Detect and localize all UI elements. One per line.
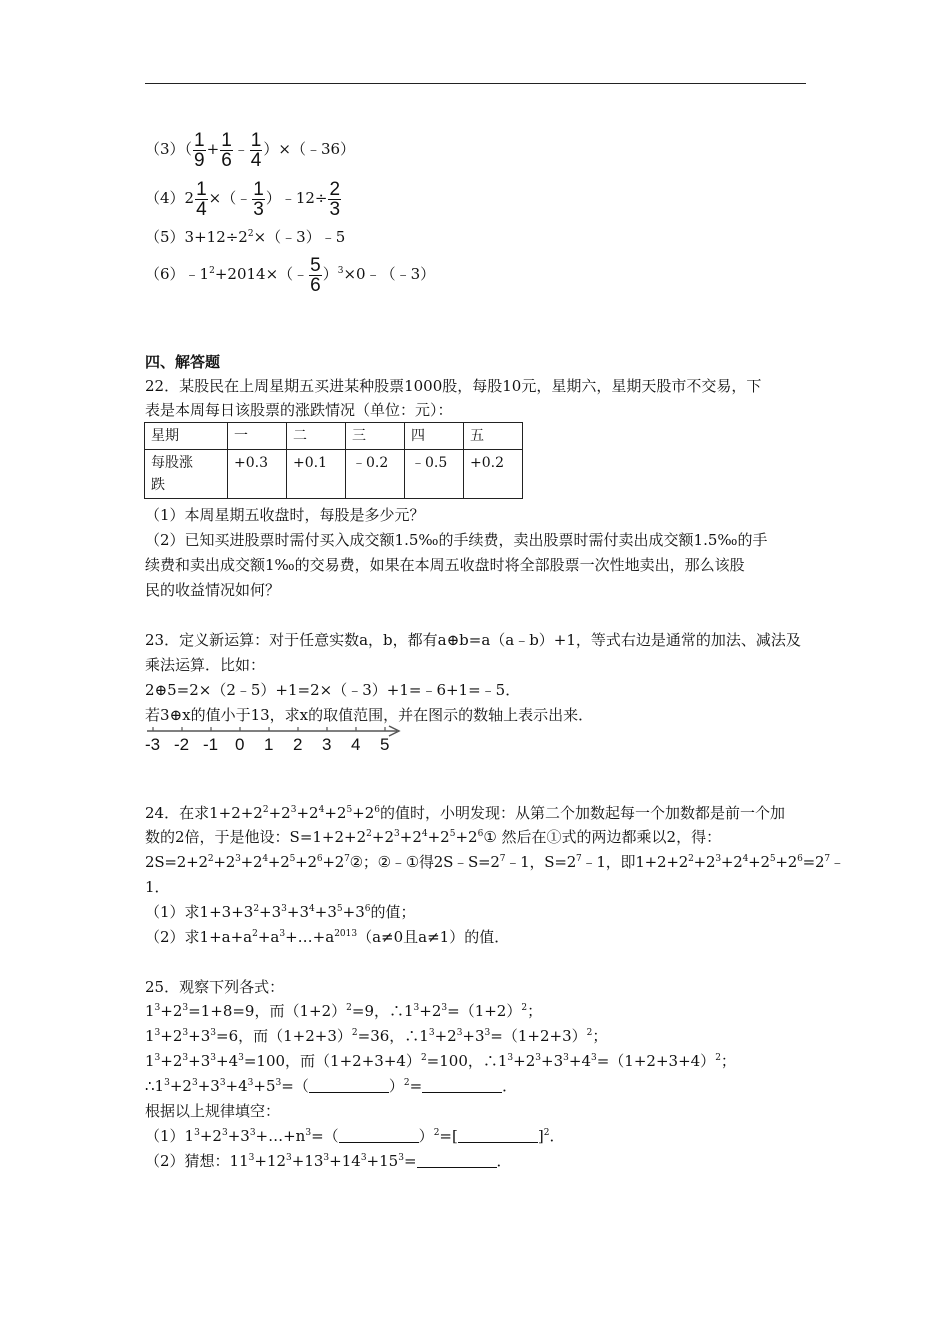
p24-q1: （1）求$1+3+3^2+3^3+3^4+3^5+3^6$的值；: [145, 903, 416, 921]
p24-q2: （2）求$1+a+a^2+a^3+\dots+a^{2013}(a\ne 0$且a≠1）的值．: [145, 928, 510, 946]
problem-5: $(5)3+12\div 2^2\times(﹣3)﹣5$: [145, 228, 346, 246]
axis-label: -2: [174, 735, 190, 754]
axis-label: 1: [264, 735, 274, 754]
number-line: [145, 723, 415, 757]
fraction: $\frac{5}{6}$: [310, 254, 321, 296]
table-row: [145, 450, 523, 499]
fraction: $\frac{2}{3}$: [329, 178, 341, 220]
p25-title: 25．观察下列各式：: [145, 978, 285, 996]
header-rule: [145, 83, 806, 84]
problem-4: （4）2 $\frac{1}{4}$ ×（﹣ $\frac{1}{3}$ ）﹣12÷ $\frac{2}{3}$: [145, 178, 341, 220]
table-cell: 五: [464, 423, 523, 450]
fraction: $\frac{1}{3}$: [253, 178, 264, 220]
p22-line2: 表是本周每日该股票的涨跌情况（单位：元）：: [145, 401, 453, 419]
table-cell: +0.1: [287, 450, 346, 499]
axis-label: -1: [203, 735, 219, 754]
table-cell: 一: [228, 423, 287, 450]
p24-line2: 数的2倍，于是他设：$S=1+2+2^2+2^3+2^4+2^5+2^6①$ 然后在①式的两边都乘以2，得：: [145, 828, 722, 846]
problem-6: $(6)﹣1^2+2014\times(﹣$ $\frac{5}{6}$ ）$^3$×0﹣（﹣3）: [145, 254, 436, 296]
p22-q2-line2: 续费和卖出成交额1‰的交易费，如果在本周五收盘时将全部股票一次性地卖出，那么该股: [145, 556, 745, 574]
p25-row3: $1^3+2^3+3^3+4^3=100$，而$(1+2+3+4)^2=100$，$\therefore 1^3+2^3+3^3+4^3=(1+2+3+4)^2$；: [145, 1052, 736, 1070]
table-cell: +0.2: [464, 450, 523, 499]
table-cell: +0.3: [228, 450, 287, 499]
table-cell: 三: [346, 423, 405, 450]
p23-line1: 23．定义新运算：对于任意实数a，b，都有a⊕b=a（a﹣b）+1，等式右边是通常的加法、减法及: [145, 631, 801, 649]
answer-blank[interactable]: [458, 1128, 538, 1143]
p23-line2: 乘法运算．比如：: [145, 656, 266, 674]
answer-blank[interactable]: [422, 1078, 502, 1093]
table-row: [145, 423, 523, 450]
p25-row1: $1^3+2^3=1+8=9$，而$(1+2)^2=9$，$\therefore 1^3+2^3=(1+2)^2$；: [145, 1002, 543, 1020]
axis-label: -3: [145, 735, 161, 754]
problem-3: （3）（ $\frac{1}{9}$ + $\frac{1}{6}$ ﹣ $\frac{1}{4}$ ）×（﹣36）: [145, 129, 356, 171]
table-cell: 星期: [145, 423, 228, 450]
axis-label: 4: [351, 735, 361, 754]
answer-blank[interactable]: [339, 1128, 419, 1143]
axis-label: 2: [293, 735, 303, 754]
fraction: $\frac{1}{9}$: [194, 129, 205, 171]
p22-q2-line1: （2）已知买进股票时需付买入成交额1.5‰的手续费，卖出股票时需付卖出成交额1.5‰的手: [145, 531, 768, 549]
axis-label: 0: [235, 735, 245, 754]
table-cell: 四: [405, 423, 464, 450]
table-cell: ﹣0.2: [346, 450, 405, 499]
fraction: $\frac{1}{4}$: [196, 178, 207, 220]
p22-q1: （1）本周星期五收盘时，每股是多少元？: [145, 506, 425, 524]
p24-line3: $2S=2+2^2+2^3+2^4+2^5+2^6+2^7②$；②﹣①得$2S﹣S=2^7﹣1$，$S=2^7﹣1$，即$1+2+2^2+2^3+2^4+2^5+2^6=2^7﹣$: [145, 853, 845, 871]
p25-row4: $\therefore 1^3+2^3+3^3+4^3+5^3=$（ ）$^2$= ．: [145, 1077, 518, 1095]
p25-rule-text: 根据以上规律填空：: [145, 1102, 281, 1120]
p22-line1: 22．某股民在上周星期五买进某种股票1000股，每股10元，星期六，星期天股市不交易，下: [145, 377, 762, 395]
answer-blank[interactable]: [417, 1153, 497, 1168]
p25-q2: （2）猜想：$11^3+12^3+13^3+14^3+15^3=$ ．: [145, 1152, 512, 1170]
p22-q2-line3: 民的收益情况如何？: [145, 581, 281, 599]
table-cell: ﹣0.5: [405, 450, 464, 499]
p25-q1: $(1)1^3+2^3+3^3+\dots+n^3=$（ ）$^2$=[ ]$^2$．: [145, 1127, 565, 1145]
p24-line4: 1．: [145, 878, 170, 896]
answer-blank[interactable]: [309, 1078, 389, 1093]
fraction: $\frac{1}{6}$: [221, 129, 232, 171]
p23-line4: 若3⊕x的值小于13，求x的取值范围，并在图示的数轴上表示出来．: [145, 706, 594, 724]
section-title: 四、解答题: [145, 353, 221, 371]
axis-label: 5: [380, 735, 390, 754]
p24-line1: 24．在求$1+2+2^2+2^3+2^4+2^5+2^6$的值时，小明发现：从第二个加数起每一个加数都是前一个加: [145, 804, 786, 822]
p25-row2: $1^3+2^3+3^3=6$，而$(1+2+3)^2=36$，$\therefore 1^3+2^3+3^3=(1+2+3)^2$；: [145, 1027, 608, 1045]
table-cell: 每股涨 跌: [145, 450, 228, 499]
stock-change-table: [144, 422, 523, 499]
p23-line3: 2⊕5=2×（2﹣5）+1=2×（﹣3）+1=﹣6+1=﹣5．: [145, 681, 521, 699]
axis-label: 3: [322, 735, 332, 754]
table-cell: 二: [287, 423, 346, 450]
fraction: $\frac{1}{4}$: [250, 129, 262, 171]
